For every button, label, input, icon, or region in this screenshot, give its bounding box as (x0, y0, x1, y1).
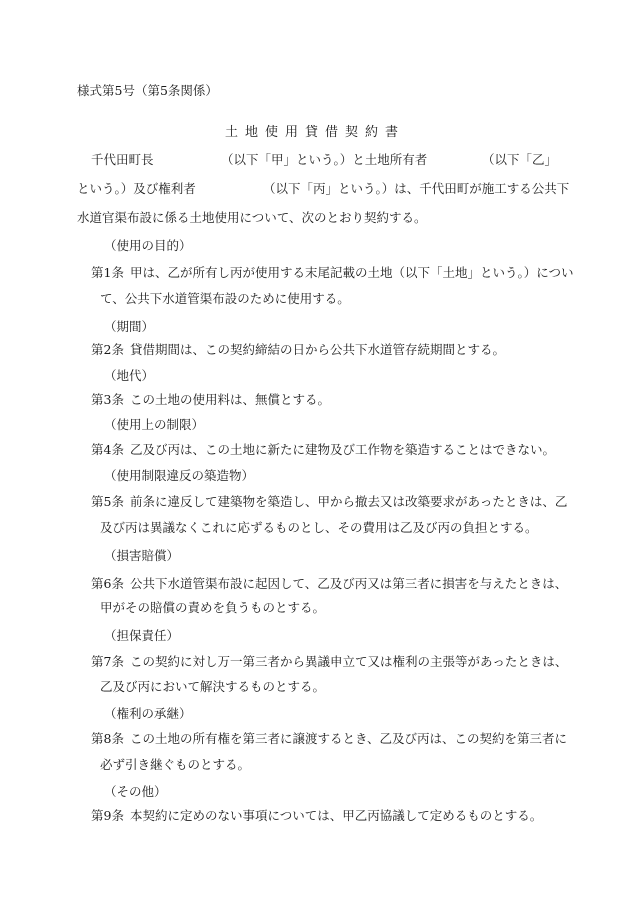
article-1 (91, 263, 574, 281)
preamble-party-3: （以下「乙」 (482, 152, 558, 167)
article-text: 甲は、乙が所有し丙が使用する末尾記載の土地（以下「土地」という。）につい (130, 265, 574, 280)
article-5-heading: （使用制限違反の築造物） (104, 468, 255, 483)
article-5-continuation: 及び丙は異議なくこれに応ずるものとし、その費用は乙及び丙の負担とする。 (100, 520, 538, 535)
article-number: 第5条 (91, 494, 124, 509)
article-6 (91, 574, 567, 592)
article-text: 前条に違反して建築物を築造し、甲から撤去又は改築要求があったときは、乙 (130, 494, 568, 509)
article-8-continuation: 必ず引き継ぐものとする。 (100, 757, 251, 772)
article-text: 公共下水道管渠布設に起因して、乙及び丙又は第三者に損害を与えたときは、 (130, 576, 568, 591)
preamble-party-2: （以下「甲」という。）と土地所有者 (221, 152, 428, 167)
article-3 (91, 390, 330, 408)
preamble-line3: 水道官渠布設に係る土地使用について、次のとおり契約する。 (77, 210, 427, 225)
article-9-heading: （その他） (104, 784, 167, 799)
article-8-heading: （権利の承継） (104, 706, 192, 721)
article-number: 第2条 (91, 342, 124, 357)
article-number: 第3条 (91, 392, 124, 407)
article-text: 乙及び丙は、この土地に新たに建物及び工作物を築造することはできない。 (130, 442, 556, 457)
article-6-heading: （損害賠償） (104, 548, 180, 563)
preamble-party-1: 千代田町長 (91, 152, 154, 167)
article-number: 第4条 (91, 442, 124, 457)
article-text: 本契約に定めのない事項については、甲乙丙協議して定めるものとする。 (130, 808, 543, 823)
article-3-heading: （地代） (104, 368, 155, 383)
document-title: 土地使用貸借契約書 (224, 125, 405, 140)
article-text: 貸借期間は、この契約締結の日から公共下水道管存続期間とする。 (130, 342, 506, 357)
article-number: 第1条 (91, 265, 124, 280)
article-text: この土地の所有権を第三者に譲渡するとき、乙及び丙は、この契約を第三者に (130, 731, 568, 746)
article-number: 第7条 (91, 654, 124, 669)
article-number: 第8条 (91, 731, 124, 746)
article-7-heading: （担保責任） (104, 628, 180, 643)
article-1-continuation: て、公共下水道管渠布設のために使用する。 (100, 291, 350, 306)
article-number: 第9条 (91, 808, 124, 823)
article-2 (91, 340, 505, 358)
article-7 (91, 652, 567, 670)
preamble-line2-b: （以下「丙」という。）は、千代田町が施工する公共下 (263, 181, 570, 196)
article-number: 第6条 (91, 576, 124, 591)
preamble-line2-a: という。）及び権利者 (77, 181, 196, 196)
form-number: 様式第5号（第5条関係） (77, 83, 218, 98)
article-2-heading: （期間） (104, 319, 155, 334)
article-text: この土地の使用料は、無償とする。 (130, 392, 331, 407)
article-6-continuation: 甲がその賠償の責めを負うものとする。 (100, 600, 326, 615)
article-8 (91, 729, 567, 747)
article-1-heading: （使用の目的） (104, 238, 192, 253)
article-4-heading: （使用上の制限） (104, 417, 205, 432)
article-7-continuation: 乙及び丙において解決するものとする。 (100, 679, 326, 694)
article-4 (91, 440, 555, 458)
article-9 (91, 806, 542, 824)
article-5 (91, 492, 567, 510)
article-text: この契約に対し万一第三者から異議申立て又は権利の主張等があったときは、 (130, 654, 568, 669)
